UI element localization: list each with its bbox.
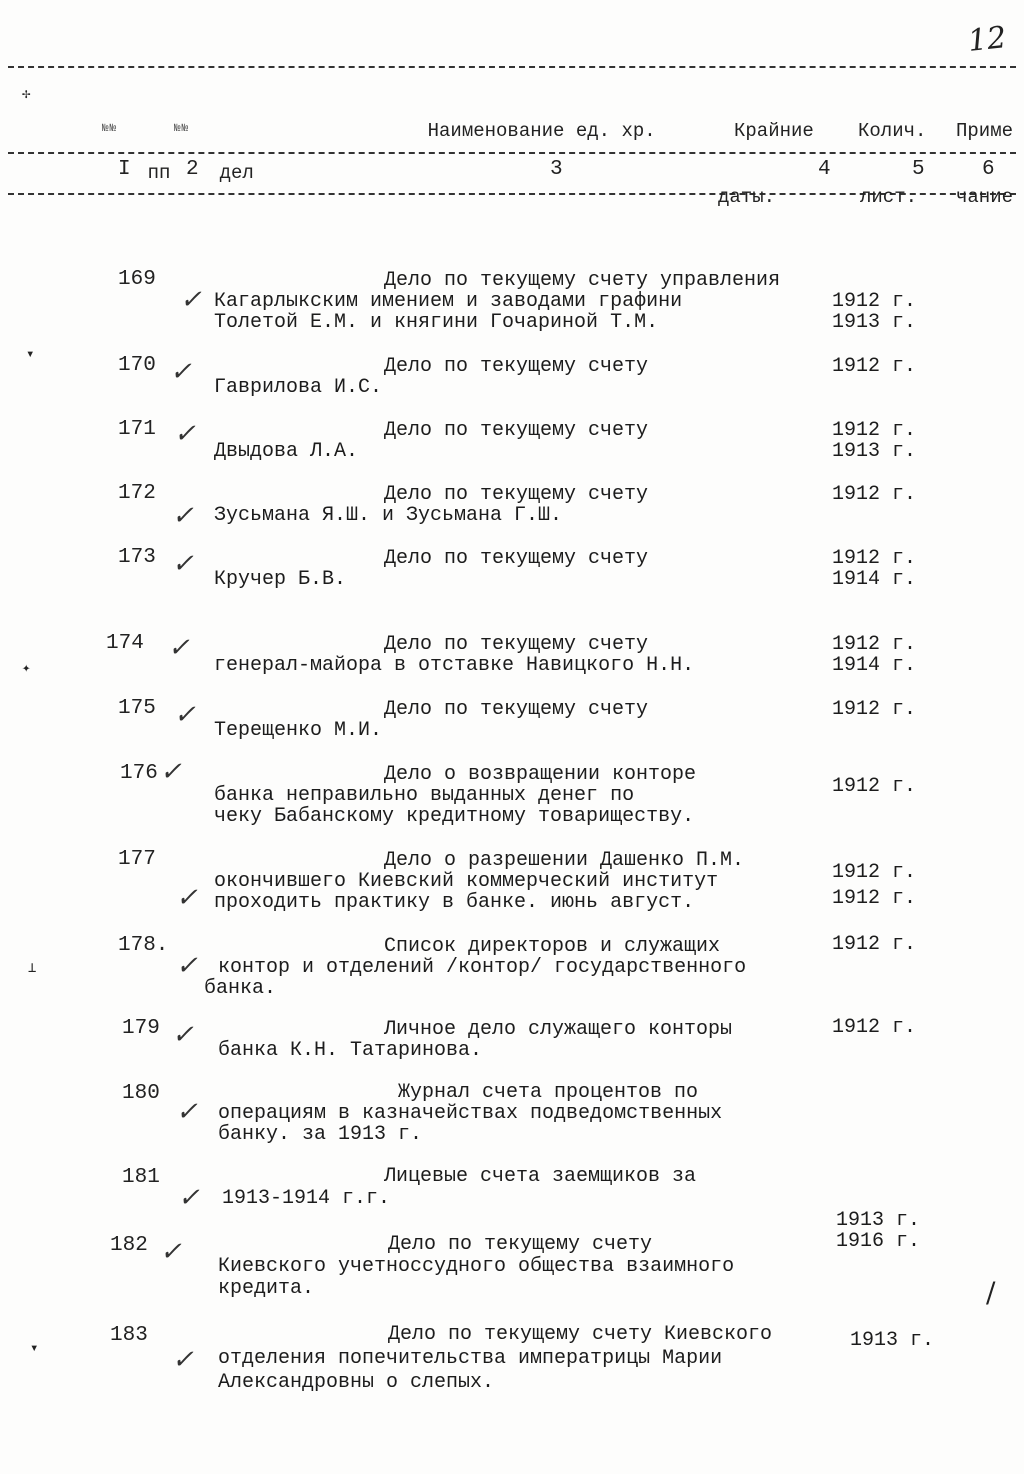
entry-title-line: Дело по текущему счету [384, 483, 649, 506]
entry-title-line: Дело по текущему счету [384, 419, 649, 442]
entry-title-line: Дело о возвращении конторе [384, 763, 697, 786]
entry-number: 173 [118, 546, 156, 569]
entry-number: 169 [118, 268, 156, 291]
header-label-line1: Колич. [858, 120, 927, 142]
entry-title-line: Личное дело служащего конторы [384, 1018, 733, 1041]
entry-date: 1912 г. [832, 419, 917, 442]
entry-number: 181 [122, 1166, 160, 1189]
entry-title-line: чеку Бабанскому кредитному товариществу. [214, 805, 695, 828]
entry-date: 1912 г. [832, 698, 917, 721]
header-label: пп [147, 162, 171, 184]
entry-date: 1912 г. [832, 633, 917, 656]
entry-title-line: Список директоров и служащих [384, 935, 721, 958]
entry-number: 180 [122, 1082, 160, 1105]
entry-title-line: Дело о разрешении Дашенко П.М. [384, 849, 745, 872]
column-number-6: 6 [982, 158, 995, 181]
entry-date: 1912 г. [832, 887, 917, 910]
entry-title-line: Терещенко М.И. [214, 719, 383, 742]
entry-date: 1913 г. [832, 311, 917, 334]
entry-title-line: Зусьмана Я.Ш. и Зусьмана Г.Ш. [214, 504, 563, 527]
check-mark-icon: ✓ [176, 951, 198, 981]
entry-title-line: контор и отделений /контор/ государственного [218, 956, 747, 979]
check-mark-icon: ✓ [180, 285, 202, 315]
entry-date: 1912 г. [832, 775, 917, 798]
header-label-line1: Крайние [734, 120, 814, 142]
entry-title-line: Дело по текущему счету [384, 355, 649, 378]
check-mark-icon: ✓ [174, 419, 196, 449]
entry-title-line: банку. за 1913 г. [218, 1123, 423, 1146]
entry-title-line: Лицевые счета заемщиков за [384, 1165, 697, 1188]
check-mark-icon: ✓ [160, 757, 182, 787]
entry-title-line: Дело по текущему счету [384, 698, 649, 721]
header-label: дел [219, 162, 254, 184]
entry-number: 179 [122, 1017, 160, 1040]
header-label-line2: чание [956, 186, 1014, 208]
check-mark-icon: ✓ [174, 700, 196, 730]
entry-title-line: кредита. [218, 1277, 315, 1300]
header-col-title [382, 98, 656, 164]
column-number-3: 3 [550, 158, 563, 181]
check-mark-icon: ✓ [172, 1020, 194, 1050]
entry-title-line: операциям в казначействах подведомственных [218, 1102, 723, 1125]
entry-title-line: Двыдова Л.А. [214, 440, 359, 463]
column-number-2: 2 [186, 158, 199, 181]
entry-title-line: окончившего Киевский коммерческий институт [214, 870, 719, 893]
entry-title-line: проходить практику в банке. июнь август. [214, 891, 695, 914]
entry-date: 1912 г. [832, 861, 917, 884]
check-mark-icon: ✓ [172, 549, 194, 579]
entry-date: 1913 г. [836, 1209, 921, 1232]
entry-title-line: Дело по текущему счету [384, 547, 649, 570]
column-number-1: I [118, 158, 131, 181]
header-top-rule [8, 66, 1016, 68]
entry-title-line: банка неправильно выданных денег по [214, 784, 635, 807]
entry-title-line: Александровны о слепых. [218, 1371, 495, 1394]
entry-date: 1913 г. [832, 440, 917, 463]
entry-date: 1914 г. [832, 654, 917, 677]
entry-number: 178. [118, 934, 169, 957]
entry-number: 172 [118, 482, 156, 505]
entry-title-line: 1913-1914 г.г. [222, 1187, 391, 1210]
entry-number: 176 [120, 762, 158, 785]
entry-title-line: Дело по текущему счету [388, 1233, 653, 1256]
header-col-dates [718, 76, 814, 252]
entry-title-line: отделения попечительства императрицы Марии [218, 1347, 723, 1370]
entry-number: 171 [118, 418, 156, 441]
entry-date: 1912 г. [832, 483, 917, 506]
pen-stroke-icon: / [986, 1276, 996, 1309]
column-number-5: 5 [912, 158, 925, 181]
check-mark-icon: ✓ [176, 883, 198, 913]
entry-date: 1912 г. [832, 547, 917, 570]
entry-title-line: банка. [204, 977, 277, 1000]
margin-mark-icon: ✦ [22, 661, 31, 677]
check-mark-icon: ✓ [178, 1183, 200, 1213]
entry-number: 183 [110, 1324, 148, 1347]
entry-number: 175 [118, 697, 156, 720]
check-mark-icon: ✓ [172, 501, 194, 531]
entry-title-line: Дело по текущему счету Киевского [388, 1323, 773, 1346]
entry-number: 182 [110, 1234, 148, 1257]
entry-date: 1913 г. [850, 1329, 935, 1352]
header-label-line1: Приме [956, 120, 1014, 142]
margin-mark-icon: ▾ [30, 1341, 39, 1357]
check-mark-icon: ✓ [176, 1097, 198, 1127]
entry-date: 1912 г. [832, 1016, 917, 1039]
entry-title-line: Журнал счета процентов по [398, 1081, 699, 1104]
entry-title-line: Гаврилова И.С. [214, 376, 383, 399]
number-sign: №№ [174, 123, 190, 135]
entry-date: 1916 г. [836, 1230, 921, 1253]
entry-number: 174 [106, 632, 144, 655]
entry-title-line: банка К.Н. Татаринова. [218, 1039, 483, 1062]
entry-title-line: Дело по текущему счету [384, 633, 649, 656]
entry-title-line: Кручер Б.В. [214, 568, 347, 591]
column-number-4: 4 [818, 158, 831, 181]
entry-date: 1914 г. [832, 568, 917, 591]
check-mark-icon: ✓ [170, 357, 192, 387]
entry-title-line: Дело по текущему счету управления [384, 269, 781, 292]
header-col-pp [102, 74, 170, 206]
entry-number: 177 [118, 848, 156, 871]
header-label-line2: даты. [718, 186, 776, 208]
entry-title-line: генерал-майора в отставке Навицкого Н.Н. [214, 654, 695, 677]
header-label-line2: лист. [860, 186, 918, 208]
entry-title-line: Киевского учетноссудного общества взаимного [218, 1255, 735, 1278]
check-mark-icon: ✓ [172, 1345, 194, 1375]
header-col-del [174, 74, 254, 206]
margin-mark-icon: ⊥ [28, 961, 37, 977]
entry-date: 1912 г. [832, 933, 917, 956]
check-mark-icon: ✓ [168, 633, 190, 663]
header-label: Наименование ед. хр. [427, 120, 656, 142]
entry-title-line: Толетой Е.М. и княгини Гочариной Т.М. [214, 311, 659, 334]
entry-number: 170 [118, 354, 156, 377]
margin-mark-icon: ✢ [22, 87, 31, 103]
entry-date: 1912 г. [832, 355, 917, 378]
entry-date: 1912 г. [832, 290, 917, 313]
check-mark-icon: ✓ [160, 1237, 182, 1267]
margin-mark-icon: ▾ [26, 347, 35, 363]
page-number: 12 [966, 20, 1008, 59]
number-sign: №№ [102, 123, 118, 135]
entry-title-line: Кагарлыкским имением и заводами графини [214, 290, 683, 313]
